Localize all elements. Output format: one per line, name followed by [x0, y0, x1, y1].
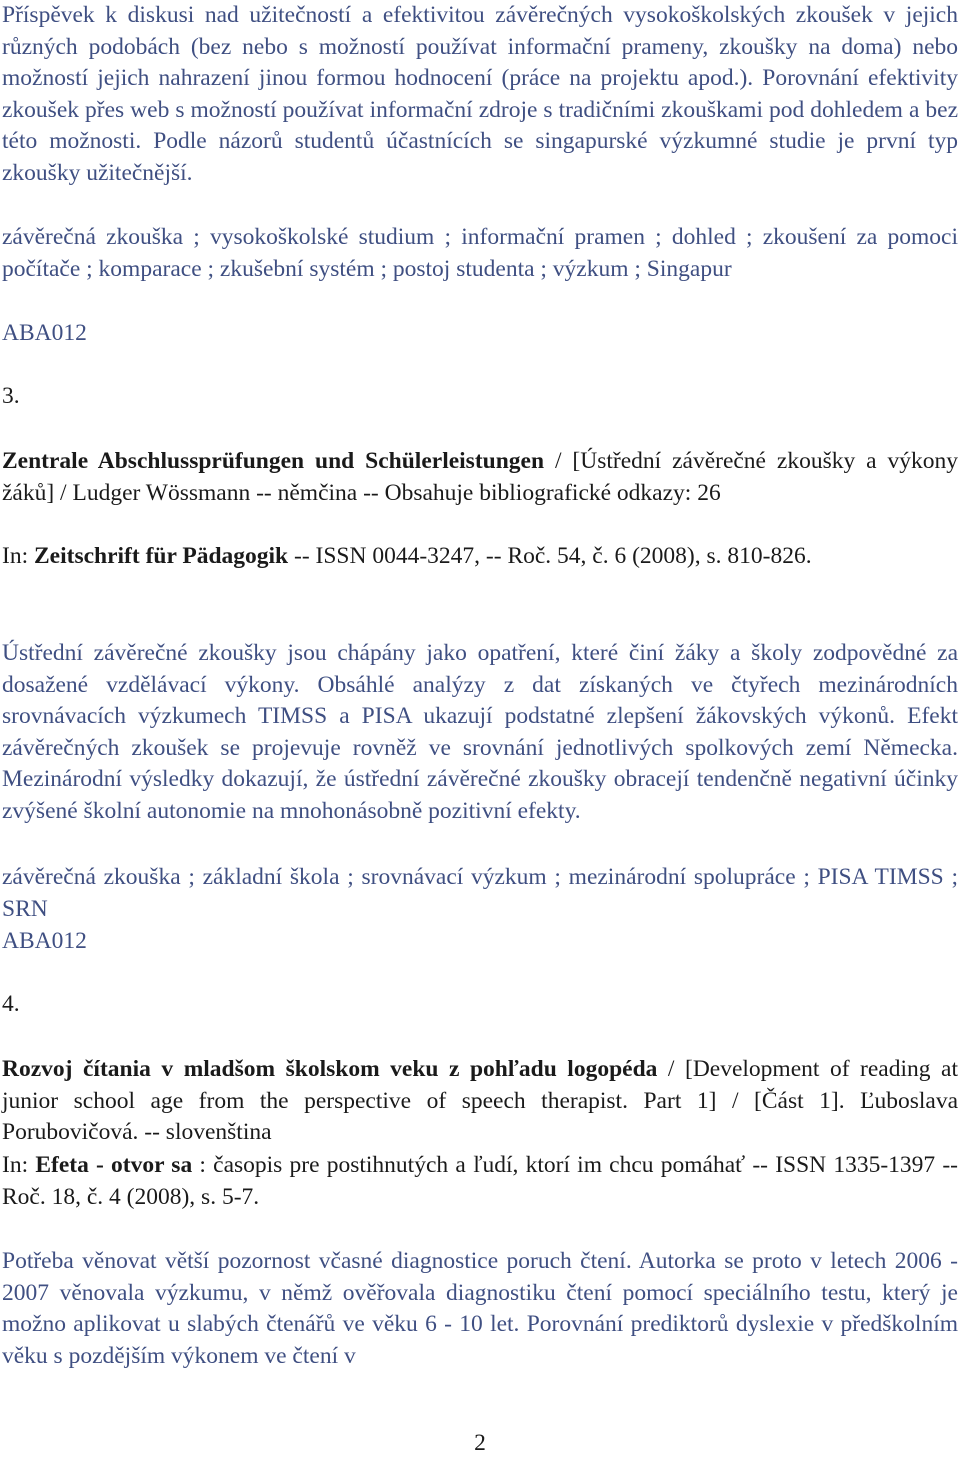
entry3-keywords: závěrečná zkouška ; základní škola ; srovnávací výzkum ; mezinárodní spolupráce ; PISA TIMSS ; SRN	[2, 864, 958, 922]
page-number: 2	[474, 1430, 486, 1456]
entry4-desc: / [Development of reading at junior school age from the perspective of speech therapist. Part 1] / [Část 1]. Ľuboslava Porubovičová. -- slovenština	[2, 1056, 958, 1146]
entry2-code: ABA012	[2, 320, 87, 346]
entry3-title: Zentrale Abschlussprüfungen und Schülerleistungen	[2, 448, 545, 474]
entry3-in-label: In:	[2, 543, 34, 569]
entry4-title: Rozvoj čítania v mladšom školskom veku z pohľadu logopéda	[2, 1056, 658, 1082]
entry4-source: : časopis pre postihnutých a ľudí, ktorí im chcu pomáhať -- ISSN 1335-1397 -- Roč. 18, č. 4 (2008), s. 5-7.	[2, 1152, 959, 1210]
entry4-in-label: In:	[2, 1152, 36, 1178]
entry3-citation	[2, 446, 958, 509]
entry4-abstract: Potřeba věnovat větší pozornost včasné diagnostice poruch čtení. Autorka se proto v letech 2006 - 2007 věnovala výzkumu, v němž ověřovala diagnostiku čtení pomocí speciálního testu, který je možno aplikovat u slabých čtenářů ve věku 6 - 10 let. Porovnání prediktorů dyslexie v předškolním věku s pozdějším výkonem ve čtení v	[2, 1248, 958, 1369]
entry4-journal: Efeta - otvor sa	[35, 1152, 193, 1178]
entry3-source-line	[2, 541, 958, 573]
entry4-number: 4.	[2, 991, 20, 1017]
entry4-citation	[2, 1054, 958, 1149]
entry3-desc: / [Ústřední závěrečné zkoušky a výkony žáků] / Ludger Wössmann -- němčina -- Obsahuje bibliografické odkazy: 26	[2, 448, 958, 506]
entry2-abstract: Příspěvek k diskusi nad užitečností a efektivitou závěrečných vysokoškolských zkoušek v jejich různých podobách (bez nebo s možností používat informační prameny, zkoušky na doma) nebo možností jejich nahrazení jinou formou hodnocení (práce na projektu apod.). Porovnání efektivity zkoušek přes web s možností používat informační zdroje s tradičními zkouškami pod dohledem a bez této možnosti. Podle názorů studentů účastnících se singapurské výzkumné studie je první typ zkoušky užitečnější.	[2, 2, 958, 186]
entry2-keywords: závěrečná zkouška ; vysokoškolské studium ; informační pramen ; dohled ; zkoušení za pomoci počítače ; komparace ; zkušební systém ; postoj studenta ; výzkum ; Singapur	[2, 224, 958, 282]
entry4-source-line	[2, 1150, 958, 1213]
entry3-number: 3.	[2, 383, 20, 409]
entry3-abstract: Ústřední závěrečné zkoušky jsou chápány jako opatření, které činí žáky a školy zodpovědné za dosažené vzdělávací výkony. Obsáhlé analýzy z dat získaných ve čtyřech mezinárodních srovnávacích výzkumech TIMSS a PISA ukazují podstatné zlepšení žákovských výkonů. Efekt závěrečných zkoušek se projevuje rovněž ve srovnání jednotlivých spolkových zemí Německa. Mezinárodní výsledky dokazují, že ústřední závěrečné zkoušky obracejí tendenčně negativní účinky zvýšené školní autonomie na mnohonásobně pozitivní efekty.	[2, 640, 958, 824]
entry3-source: -- ISSN 0044-3247, -- Roč. 54, č. 6 (2008), s. 810-826.	[288, 543, 812, 569]
entry3-journal: Zeitschrift für Pädagogik	[33, 543, 289, 569]
entry3-code: ABA012	[2, 928, 87, 954]
